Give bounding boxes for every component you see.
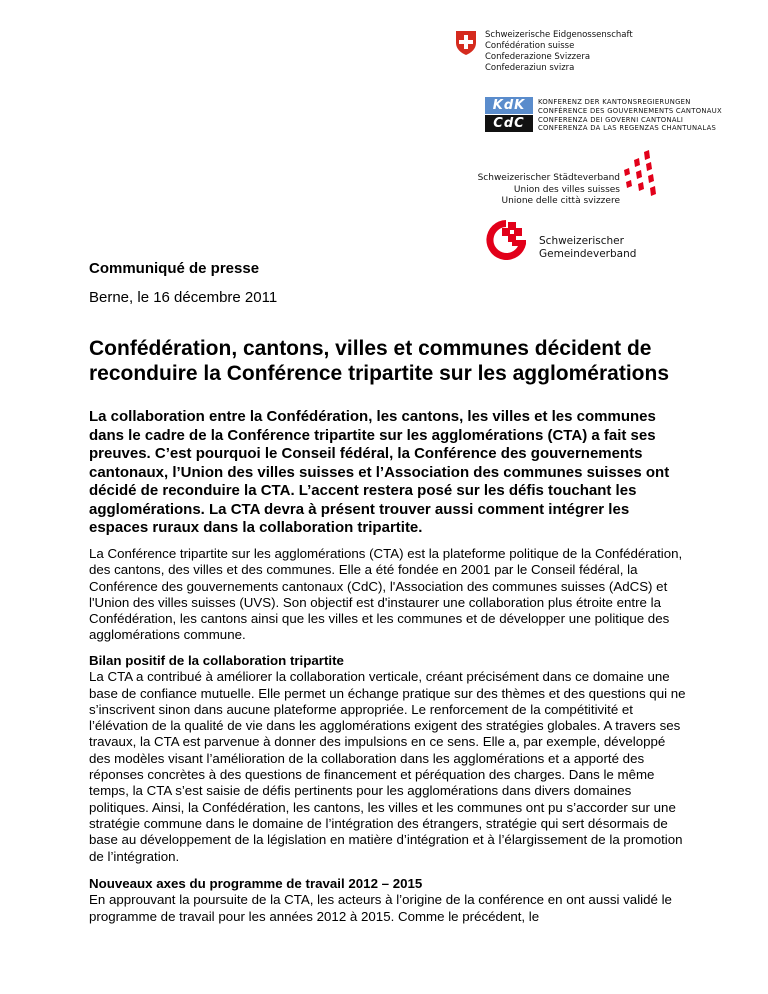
kdk-names	[538, 98, 722, 133]
section-bilan	[89, 653, 689, 865]
section-text: La CTA a contribué à améliorer la collaboration verticale, créant précisément dans ce domaine une base de confiance mutuelle. Elle permet un échange pratique sur des thèmes et des questions qui ne s’inscrivent sinon dans aucune plateforme appropriée. Le renforcement de la compétitivité et l’élévation de la qualité de vie dans les agglomérations exigent des stratégies globales. A travers ses travaux, la CTA est parvenue à donner des impulsions en ce sens. Elle a, par exemple, développé des modèles visant l’amélioration de la collaboration dans les agglomérations et a apporté des réponses concrètes à des questions de financement et péréquation des charges. Dans le même temps, la CTA s’est saisie de défis pertinents pour les agglomérations dans divers domaines politiques. Ainsi, la Confédération, les cantons, les villes et les communes ont pu s’accorder sur une stratégie commune dans le domaine de l’intégration des étrangers, stratégie qui sert désormais de base au développement de la législation en matière d’intégration et à l’élargissement de la promotion de l’intégration.	[89, 669, 686, 864]
section-programme	[89, 876, 689, 925]
swiss-cross-shield-icon	[455, 30, 477, 56]
page-title: Confédération, cantons, villes et communes décident de reconduire la Conférence tripartite sur les agglomérations	[89, 337, 669, 385]
staedteverband-names	[478, 173, 620, 208]
gemeindeverband-name-line1: Schweizerischer	[539, 235, 624, 247]
kdk-mark: KdK	[485, 97, 533, 114]
gemeindeverband-mark-icon	[484, 218, 532, 262]
kdk-name-rm: CONFERENZA DA LAS REGENZAS CHANTUNALAS	[538, 124, 717, 133]
confederation-name-de: Schweizerische Eidgenossenschaft	[485, 30, 633, 40]
intro-paragraph: La Conférence tripartite sur les agglomérations (CTA) est la plateforme politique de la Confédération, des cantons, des villes et des communes. Elle a été fondée en 2001 par le Conseil fédéral, la Conférence des gouvernements cantonaux (CdC), l'Association des communes suisses (AdCS) et l'Union des villes suisses (UVS). Son objectif est d'instaurer une collaboration plus étroite entre la Confédération, les cantons ainsi que les villes et les communes et de développer une politique des agglomérations commune.	[89, 546, 683, 643]
staedteverband-name-de: Schweizerischer Städteverband	[477, 173, 620, 183]
confederation-name-it: Confederazione Svizzera	[485, 52, 591, 62]
cdc-mark: CdC	[485, 115, 533, 132]
kdk-name-de: KONFERENZ DER KANTONSREGIERUNGEN	[538, 98, 691, 106]
lead-paragraph: La collaboration entre la Confédération, les cantons, les villes et les communes dans le cadre de la Conférence tripartite sur les agglomérations (CTA) a fait ses preuves. C’est pourquoi le Conseil fédéral, la Conférence des gouvernements cantonaux, l’Union des villes suisses et l’Association des communes suisses ont décidé de reconduire la CTA. L’accent restera posé sur les défis touchant les agglomérations. La CTA devra à présent trouver aussi comment intégrer les espaces ruraux dans la collaboration tripartite.	[89, 408, 670, 536]
section-heading: Nouveaux axes du programme de travail 2012 – 2015	[89, 876, 423, 891]
date-line: Berne, le 16 décembre 2011	[89, 289, 278, 306]
kdk-name-it: CONFERENZA DEI GOVERNI CANTONALI	[538, 115, 684, 124]
staedteverband-name-it: Unione delle città svizzere	[501, 196, 620, 206]
gemeindeverband-name-line2: Gemeindeverband	[539, 248, 637, 260]
confederation-names	[485, 30, 633, 74]
document-type-label: Communiqué de presse	[89, 260, 260, 277]
gemeindeverband-names	[539, 235, 636, 261]
kdk-name-fr: CONFÉRENCE DES GOUVERNEMENTS CANTONAUX	[538, 106, 722, 115]
confederation-name-rm: Confederaziun svizra	[485, 63, 575, 73]
staedteverband-mark-icon	[616, 150, 658, 198]
section-heading: Bilan positif de la collaboration tripartite	[89, 653, 344, 668]
confederation-name-fr: Confédération suisse	[485, 41, 575, 51]
staedteverband-name-fr: Union des villes suisses	[513, 184, 620, 195]
staedteverband-logo	[477, 150, 658, 206]
section-text: En approuvant la poursuite de la CTA, les acteurs à l’origine de la conférence en ont aussi validé le programme de travail pour les années 2012 à 2015. Comme le précédent, le	[89, 892, 672, 924]
